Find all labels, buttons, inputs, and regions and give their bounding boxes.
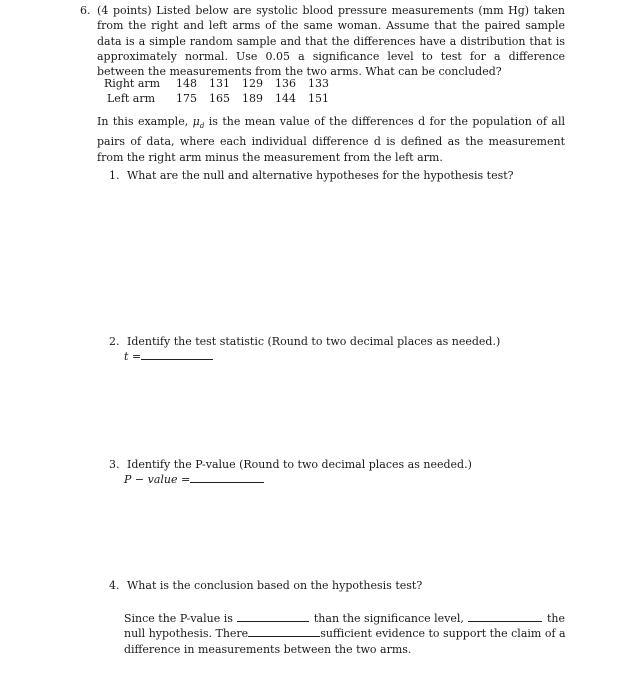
item-1 <box>109 168 514 183</box>
item-text: Identify the test statistic (Round to two decimal places as needed.) <box>127 335 501 348</box>
question-intro: (4 points) Listed below are systolic blood pressure measurements (mm Hg) taken from the right and left arms of the same woman. Assume that the paired sample data is a simple random sample and that the differences have a distribution that is approximately normal. Use 0.05 a significance level to test for a difference between the measurements from the two arms. What can be concluded? <box>97 4 565 79</box>
conclusion-line-1 <box>124 611 565 626</box>
p-value-answer <box>124 472 264 487</box>
table-cell: 129 <box>242 77 263 90</box>
table-row-right-arm <box>104 76 334 91</box>
table-cell: 131 <box>209 77 230 90</box>
table-cell: 151 <box>308 92 329 105</box>
item-text: What is the conclusion based on the hypothesis test? <box>127 579 423 592</box>
question-number: 6. <box>80 4 91 17</box>
item-4 <box>109 578 422 593</box>
table-row-left-arm <box>104 91 334 106</box>
conclusion-line-2 <box>124 626 565 641</box>
table-cell: 136 <box>275 77 296 90</box>
table-cell: 133 <box>308 77 329 90</box>
answer-label: P − value = <box>124 473 191 486</box>
conclusion-line-3: difference in measurements between the two arms. <box>124 642 412 656</box>
p-value-blank[interactable] <box>190 472 264 483</box>
conclusion-text: sufficient evidence to support the claim of a <box>320 627 566 641</box>
conclusion-text: Since the P-value is <box>124 612 233 625</box>
table-cell: 175 <box>176 92 197 105</box>
test-statistic-blank[interactable] <box>141 349 213 360</box>
example-suffix: is the mean value of the differences d for the population of all pairs of data, where each individual difference d is defined as the measurement from the right arm minus the measurement from the left arm. <box>97 115 566 164</box>
conclusion-text: null hypothesis. There <box>124 627 249 641</box>
item-3 <box>109 457 472 472</box>
example-paragraph <box>97 114 565 165</box>
conclusion-paragraph <box>124 611 565 657</box>
row-label: Right arm <box>104 77 161 90</box>
item-number: 2. <box>109 335 120 348</box>
mu-d-symbol: $\mu_d$ <box>192 115 205 131</box>
item-number: 1. <box>109 169 120 182</box>
evidence-blank[interactable] <box>248 626 320 637</box>
test-statistic-answer <box>124 349 213 364</box>
item-number: 3. <box>109 458 120 471</box>
decision-blank[interactable] <box>468 611 542 622</box>
table-cell: 144 <box>275 92 296 105</box>
comparison-blank[interactable] <box>237 611 309 622</box>
table-cell: 148 <box>176 77 197 90</box>
answer-label: t = <box>124 350 142 363</box>
item-text: What are the null and alternative hypotheses for the hypothesis test? <box>127 169 514 182</box>
blood-pressure-table <box>104 76 334 106</box>
conclusion-text: than the significance level, <box>313 612 464 625</box>
table-cell: 165 <box>209 92 230 105</box>
item-2 <box>109 334 500 349</box>
example-prefix: In this example, <box>97 115 189 128</box>
item-text: Identify the P-value (Round to two decimal places as needed.) <box>127 458 472 471</box>
row-label: Left arm <box>107 92 156 105</box>
conclusion-text: the <box>546 612 565 625</box>
item-number: 4. <box>109 579 120 592</box>
table-cell: 189 <box>242 92 263 105</box>
